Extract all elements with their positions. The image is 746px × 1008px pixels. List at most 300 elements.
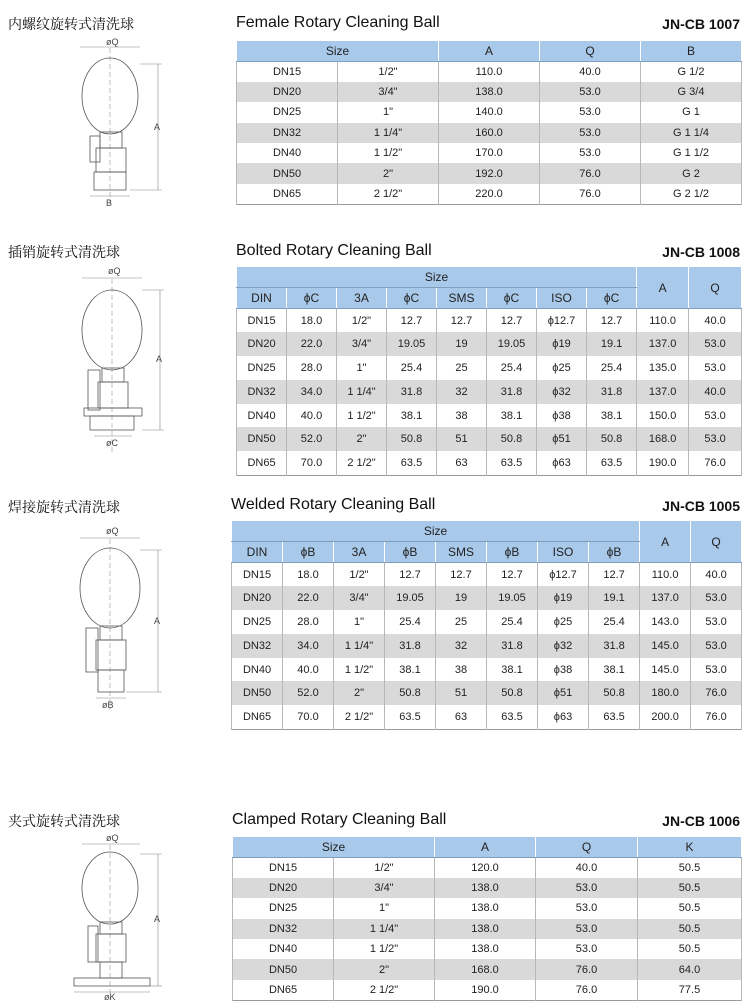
table-cell: DN50 xyxy=(232,681,283,705)
table-cell: 3/4" xyxy=(334,586,385,610)
table-cell: G 1 1/2 xyxy=(641,143,742,163)
product-code: JN-CB 1007 xyxy=(662,16,740,32)
table-cell: 1" xyxy=(338,102,439,122)
table-cell: 70.0 xyxy=(287,451,337,475)
table-row xyxy=(233,939,742,959)
table-cell: 1 1/4" xyxy=(337,380,387,404)
table-cell: 1 1/2" xyxy=(337,404,387,428)
table-cell: DN32 xyxy=(237,380,287,404)
table-cell: 31.8 xyxy=(487,380,537,404)
dim-label-q: øQ xyxy=(106,37,119,47)
table-cell: 143.0 xyxy=(640,610,691,634)
table-cell: DN15 xyxy=(237,309,287,333)
table-cell: 64.0 xyxy=(638,959,742,979)
dim-label-a: A xyxy=(154,122,161,132)
table-cell: DN25 xyxy=(237,356,287,380)
table-cell: 3/4" xyxy=(334,878,435,898)
header-q: Q xyxy=(540,41,641,62)
table-cell: 53.0 xyxy=(540,102,641,122)
header-k: K xyxy=(638,837,742,858)
table-cell: 53.0 xyxy=(540,123,641,143)
spec-table-bolted xyxy=(236,266,742,476)
table-cell: 12.7 xyxy=(437,309,487,333)
table-row xyxy=(237,404,742,428)
table-cell: 25.4 xyxy=(487,356,537,380)
table-row xyxy=(237,123,742,143)
table-cell: 138.0 xyxy=(435,919,536,939)
table-cell: 192.0 xyxy=(439,163,540,183)
table-row xyxy=(233,919,742,939)
table-row xyxy=(237,82,742,102)
table-row xyxy=(233,898,742,918)
table-cell: 2" xyxy=(337,427,387,451)
header-a: A xyxy=(435,837,536,858)
section-cn-title: 焊接旋转式清洗球 xyxy=(8,500,120,516)
dim-label-a: A xyxy=(154,616,161,626)
section-en-title: Bolted Rotary Cleaning Ball xyxy=(236,242,432,259)
table-cell: 19.05 xyxy=(387,332,437,356)
header-q: Q xyxy=(689,267,742,309)
table-cell: DN20 xyxy=(237,82,338,102)
table-cell: 12.7 xyxy=(587,309,637,333)
table-cell: 50.8 xyxy=(487,681,538,705)
table-cell: 40.0 xyxy=(689,309,742,333)
header-size: Size xyxy=(233,837,435,858)
table-cell: 18.0 xyxy=(287,309,337,333)
header-sms: SMS xyxy=(437,288,487,309)
table-cell: 40.0 xyxy=(536,858,638,878)
table-cell: 19.05 xyxy=(487,586,538,610)
table-cell: 38 xyxy=(437,404,487,428)
table-cell: ϕ51 xyxy=(538,681,589,705)
table-row xyxy=(237,380,742,404)
table-cell: 190.0 xyxy=(435,980,536,1000)
table-cell: 34.0 xyxy=(287,380,337,404)
table-cell: 63 xyxy=(436,705,487,729)
table-cell: 168.0 xyxy=(637,427,689,451)
header-a: A xyxy=(439,41,540,62)
table-cell: 12.7 xyxy=(385,563,436,587)
female-ball-drawing xyxy=(70,34,170,214)
table-cell: 31.8 xyxy=(487,634,538,658)
table-cell: G 1/2 xyxy=(641,62,742,82)
header-size-group: Size xyxy=(237,267,637,288)
header-sms-dia: ϕC xyxy=(487,288,537,309)
table-cell: DN65 xyxy=(232,705,283,729)
table-cell: 40.0 xyxy=(689,380,742,404)
table-cell: DN15 xyxy=(237,62,338,82)
section-en-title: Female Rotary Cleaning Ball xyxy=(236,14,440,31)
table-cell: 2 1/2" xyxy=(334,705,385,729)
header-3a: 3A xyxy=(337,288,387,309)
table-cell: 1" xyxy=(337,356,387,380)
table-cell: 31.8 xyxy=(387,380,437,404)
table-row xyxy=(232,586,742,610)
table-cell: 1/2" xyxy=(334,858,435,878)
table-cell: 76.0 xyxy=(536,959,638,979)
header-3a-dia: ϕB xyxy=(385,542,436,563)
table-cell: DN40 xyxy=(237,404,287,428)
table-cell: 53.0 xyxy=(689,427,742,451)
section-cn-title: 插销旋转式清洗球 xyxy=(8,245,120,261)
table-cell: 50.5 xyxy=(638,919,742,939)
table-cell: 19 xyxy=(437,332,487,356)
table-cell: 1 1/2" xyxy=(334,658,385,682)
table-cell: 51 xyxy=(436,681,487,705)
dim-label-b: B xyxy=(106,198,113,208)
header-din: DIN xyxy=(232,542,283,563)
dim-label-q: øQ xyxy=(106,833,119,843)
table-row xyxy=(232,658,742,682)
table-cell: 53.0 xyxy=(536,898,638,918)
table-cell: 2 1/2" xyxy=(334,980,435,1000)
dim-label-k: øK xyxy=(104,992,116,1002)
table-cell: DN32 xyxy=(232,634,283,658)
table-cell: 70.0 xyxy=(283,705,334,729)
table-cell: 53.0 xyxy=(540,82,641,102)
table-cell: 31.8 xyxy=(385,634,436,658)
header-3a: 3A xyxy=(334,542,385,563)
table-cell: 28.0 xyxy=(287,356,337,380)
table-cell: 53.0 xyxy=(691,634,742,658)
table-row xyxy=(232,681,742,705)
spec-table-female xyxy=(236,40,742,205)
table-cell: 32 xyxy=(436,634,487,658)
table-cell: 1/2" xyxy=(334,563,385,587)
table-cell: 19.1 xyxy=(587,332,637,356)
table-cell: 38.1 xyxy=(487,658,538,682)
dim-label-c: øC xyxy=(106,438,118,448)
section-cn-title: 内螺纹旋转式清洗球 xyxy=(8,17,134,33)
table-cell: 38.1 xyxy=(385,658,436,682)
table-cell: 180.0 xyxy=(640,681,691,705)
header-sms-dia: ϕB xyxy=(487,542,538,563)
table-row xyxy=(237,184,742,204)
table-cell: 1 1/4" xyxy=(338,123,439,143)
table-cell: 19.05 xyxy=(385,586,436,610)
header-q: Q xyxy=(691,521,742,563)
table-cell: 25 xyxy=(437,356,487,380)
table-cell: DN40 xyxy=(232,658,283,682)
table-cell: 2" xyxy=(334,681,385,705)
header-iso: ISO xyxy=(537,288,587,309)
table-cell: 32 xyxy=(437,380,487,404)
table-cell: 31.8 xyxy=(589,634,640,658)
table-cell: 63.5 xyxy=(589,705,640,729)
table-cell: 12.7 xyxy=(487,309,537,333)
table-cell: 1/2" xyxy=(337,309,387,333)
table-cell: DN25 xyxy=(232,610,283,634)
table-cell: ϕ19 xyxy=(538,586,589,610)
table-cell: 53.0 xyxy=(540,143,641,163)
dim-label-a: A xyxy=(156,354,163,364)
section-en-title: Clamped Rotary Cleaning Ball xyxy=(232,811,447,828)
table-row xyxy=(232,634,742,658)
table-cell: 25.4 xyxy=(587,356,637,380)
table-cell: 31.8 xyxy=(587,380,637,404)
table-cell: 138.0 xyxy=(435,939,536,959)
table-row xyxy=(237,427,742,451)
table-cell: 200.0 xyxy=(640,705,691,729)
table-cell: ϕ63 xyxy=(538,705,589,729)
table-cell: 76.0 xyxy=(540,184,641,204)
table-cell: 50.8 xyxy=(487,427,537,451)
table-cell: 12.7 xyxy=(589,563,640,587)
table-cell: 38.1 xyxy=(387,404,437,428)
table-row xyxy=(232,610,742,634)
table-cell: 22.0 xyxy=(287,332,337,356)
dim-label-q: øQ xyxy=(106,526,119,536)
dim-label-a: A xyxy=(154,914,161,924)
table-cell: 25.4 xyxy=(385,610,436,634)
table-cell: 138.0 xyxy=(439,82,540,102)
spec-table-welded xyxy=(231,520,742,730)
table-row xyxy=(237,309,742,333)
table-cell: 40.0 xyxy=(287,404,337,428)
table-cell: DN40 xyxy=(233,939,334,959)
table-cell: 50.8 xyxy=(385,681,436,705)
table-cell: 40.0 xyxy=(540,62,641,82)
table-cell: 53.0 xyxy=(689,404,742,428)
table-cell: 168.0 xyxy=(435,959,536,979)
table-cell: 22.0 xyxy=(283,586,334,610)
table-row xyxy=(233,858,742,878)
table-row xyxy=(233,959,742,979)
table-cell: G 1 1/4 xyxy=(641,123,742,143)
table-cell: 50.5 xyxy=(638,898,742,918)
header-3a-dia: ϕC xyxy=(387,288,437,309)
table-cell: 12.7 xyxy=(487,563,538,587)
table-cell: ϕ32 xyxy=(537,380,587,404)
table-cell: DN25 xyxy=(233,898,334,918)
section-cn-title: 夹式旋转式清洗球 xyxy=(8,814,120,830)
table-cell: 52.0 xyxy=(283,681,334,705)
table-cell: DN65 xyxy=(237,451,287,475)
table-cell: 38.1 xyxy=(587,404,637,428)
table-cell: 63.5 xyxy=(387,451,437,475)
table-cell: 50.8 xyxy=(589,681,640,705)
header-a: A xyxy=(637,267,689,309)
dim-label-b: øB xyxy=(102,700,114,710)
table-cell: 77.5 xyxy=(638,980,742,1000)
table-cell: G 2 xyxy=(641,163,742,183)
table-cell: 76.0 xyxy=(540,163,641,183)
table-row xyxy=(233,878,742,898)
table-cell: DN40 xyxy=(237,143,338,163)
section-en-title: Welded Rotary Cleaning Ball xyxy=(231,496,436,513)
table-cell: 2 1/2" xyxy=(337,451,387,475)
table-cell: 76.0 xyxy=(691,681,742,705)
spec-table-clamped xyxy=(232,836,742,1001)
table-cell: 12.7 xyxy=(387,309,437,333)
table-cell: 34.0 xyxy=(283,634,334,658)
welded-ball-drawing xyxy=(70,520,170,715)
table-cell: 63 xyxy=(437,451,487,475)
header-din-dia: ϕC xyxy=(287,288,337,309)
clamped-ball-drawing xyxy=(70,832,170,1004)
table-cell: G 3/4 xyxy=(641,82,742,102)
header-sms: SMS xyxy=(436,542,487,563)
table-cell: 1/2" xyxy=(338,62,439,82)
table-cell: 1 1/2" xyxy=(338,143,439,163)
table-row xyxy=(237,332,742,356)
table-cell: 137.0 xyxy=(637,380,689,404)
table-cell: ϕ25 xyxy=(537,356,587,380)
header-q: Q xyxy=(536,837,638,858)
table-cell: 145.0 xyxy=(640,634,691,658)
table-cell: 110.0 xyxy=(637,309,689,333)
table-cell: 110.0 xyxy=(439,62,540,82)
table-cell: 50.5 xyxy=(638,858,742,878)
table-cell: DN50 xyxy=(237,427,287,451)
table-cell: 40.0 xyxy=(691,563,742,587)
table-cell: 53.0 xyxy=(691,610,742,634)
table-cell: 53.0 xyxy=(536,939,638,959)
table-cell: 1 1/4" xyxy=(334,634,385,658)
table-row xyxy=(232,705,742,729)
bolted-ball-drawing xyxy=(70,262,170,457)
table-row xyxy=(237,62,742,82)
table-cell: 38 xyxy=(436,658,487,682)
table-cell: 38.1 xyxy=(487,404,537,428)
header-din-dia: ϕB xyxy=(283,542,334,563)
table-cell: 28.0 xyxy=(283,610,334,634)
table-cell: 53.0 xyxy=(689,332,742,356)
table-cell: 3/4" xyxy=(337,332,387,356)
table-cell: 137.0 xyxy=(637,332,689,356)
table-cell: DN65 xyxy=(233,980,334,1000)
dim-label-q: øQ xyxy=(108,266,121,276)
table-cell: 140.0 xyxy=(439,102,540,122)
table-cell: 38.1 xyxy=(589,658,640,682)
table-cell: 53.0 xyxy=(691,586,742,610)
table-cell: 76.0 xyxy=(536,980,638,1000)
product-code: JN-CB 1008 xyxy=(662,244,740,260)
table-cell: 76.0 xyxy=(689,451,742,475)
table-cell: DN15 xyxy=(233,858,334,878)
table-cell: 138.0 xyxy=(435,898,536,918)
header-iso-dia: ϕC xyxy=(587,288,637,309)
header-din: DIN xyxy=(237,288,287,309)
table-cell: 1" xyxy=(334,898,435,918)
table-cell: DN20 xyxy=(232,586,283,610)
table-cell: ϕ63 xyxy=(537,451,587,475)
table-cell: 19.1 xyxy=(589,586,640,610)
table-row xyxy=(233,980,742,1000)
header-b: B xyxy=(641,41,742,62)
table-cell: 3/4" xyxy=(338,82,439,102)
product-code: JN-CB 1006 xyxy=(662,813,740,829)
table-cell: DN32 xyxy=(237,123,338,143)
table-cell: 51 xyxy=(437,427,487,451)
table-cell: 160.0 xyxy=(439,123,540,143)
table-cell: G 2 1/2 xyxy=(641,184,742,204)
table-cell: 190.0 xyxy=(637,451,689,475)
table-cell: DN50 xyxy=(233,959,334,979)
table-cell: ϕ38 xyxy=(538,658,589,682)
table-row xyxy=(237,143,742,163)
table-cell: 220.0 xyxy=(439,184,540,204)
table-cell: 110.0 xyxy=(640,563,691,587)
header-a: A xyxy=(640,521,691,563)
table-cell: 1 1/4" xyxy=(334,919,435,939)
table-cell: DN65 xyxy=(237,184,338,204)
table-cell: ϕ38 xyxy=(537,404,587,428)
table-cell: 138.0 xyxy=(435,878,536,898)
header-size-group: Size xyxy=(232,521,640,542)
table-cell: ϕ12.7 xyxy=(537,309,587,333)
table-row xyxy=(237,356,742,380)
table-cell: 53.0 xyxy=(689,356,742,380)
table-row xyxy=(232,563,742,587)
table-cell: DN15 xyxy=(232,563,283,587)
table-cell: 50.5 xyxy=(638,939,742,959)
table-cell: DN25 xyxy=(237,102,338,122)
table-cell: 63.5 xyxy=(587,451,637,475)
table-cell: 135.0 xyxy=(637,356,689,380)
table-cell: DN32 xyxy=(233,919,334,939)
table-cell: 40.0 xyxy=(283,658,334,682)
table-cell: ϕ51 xyxy=(537,427,587,451)
table-cell: 170.0 xyxy=(439,143,540,163)
table-row xyxy=(237,451,742,475)
table-cell: 53.0 xyxy=(536,919,638,939)
table-cell: 18.0 xyxy=(283,563,334,587)
table-cell: DN20 xyxy=(237,332,287,356)
table-cell: ϕ12.7 xyxy=(538,563,589,587)
table-row xyxy=(237,102,742,122)
header-iso-dia: ϕB xyxy=(589,542,640,563)
table-cell: 63.5 xyxy=(385,705,436,729)
table-cell: ϕ25 xyxy=(538,610,589,634)
table-cell: 19 xyxy=(436,586,487,610)
table-cell: 25.4 xyxy=(387,356,437,380)
table-cell: 2" xyxy=(338,163,439,183)
table-cell: DN20 xyxy=(233,878,334,898)
table-cell: 76.0 xyxy=(691,705,742,729)
table-cell: 52.0 xyxy=(287,427,337,451)
header-size: Size xyxy=(237,41,439,62)
table-cell: DN50 xyxy=(237,163,338,183)
table-cell: 50.8 xyxy=(587,427,637,451)
table-row xyxy=(237,163,742,183)
table-cell: 2 1/2" xyxy=(338,184,439,204)
table-cell: 137.0 xyxy=(640,586,691,610)
table-cell: 63.5 xyxy=(487,705,538,729)
table-cell: 25 xyxy=(436,610,487,634)
table-cell: 50.5 xyxy=(638,878,742,898)
table-cell: ϕ32 xyxy=(538,634,589,658)
table-cell: 53.0 xyxy=(536,878,638,898)
table-cell: 145.0 xyxy=(640,658,691,682)
table-cell: 53.0 xyxy=(691,658,742,682)
table-cell: G 1 xyxy=(641,102,742,122)
table-cell: 25.4 xyxy=(487,610,538,634)
table-cell: 120.0 xyxy=(435,858,536,878)
header-iso: ISO xyxy=(538,542,589,563)
table-cell: 25.4 xyxy=(589,610,640,634)
table-cell: 1" xyxy=(334,610,385,634)
table-cell: 1 1/2" xyxy=(334,939,435,959)
table-cell: 19.05 xyxy=(487,332,537,356)
table-cell: ϕ19 xyxy=(537,332,587,356)
table-cell: 50.8 xyxy=(387,427,437,451)
table-cell: 150.0 xyxy=(637,404,689,428)
table-cell: 63.5 xyxy=(487,451,537,475)
table-cell: 12.7 xyxy=(436,563,487,587)
product-code: JN-CB 1005 xyxy=(662,498,740,514)
table-cell: 2" xyxy=(334,959,435,979)
